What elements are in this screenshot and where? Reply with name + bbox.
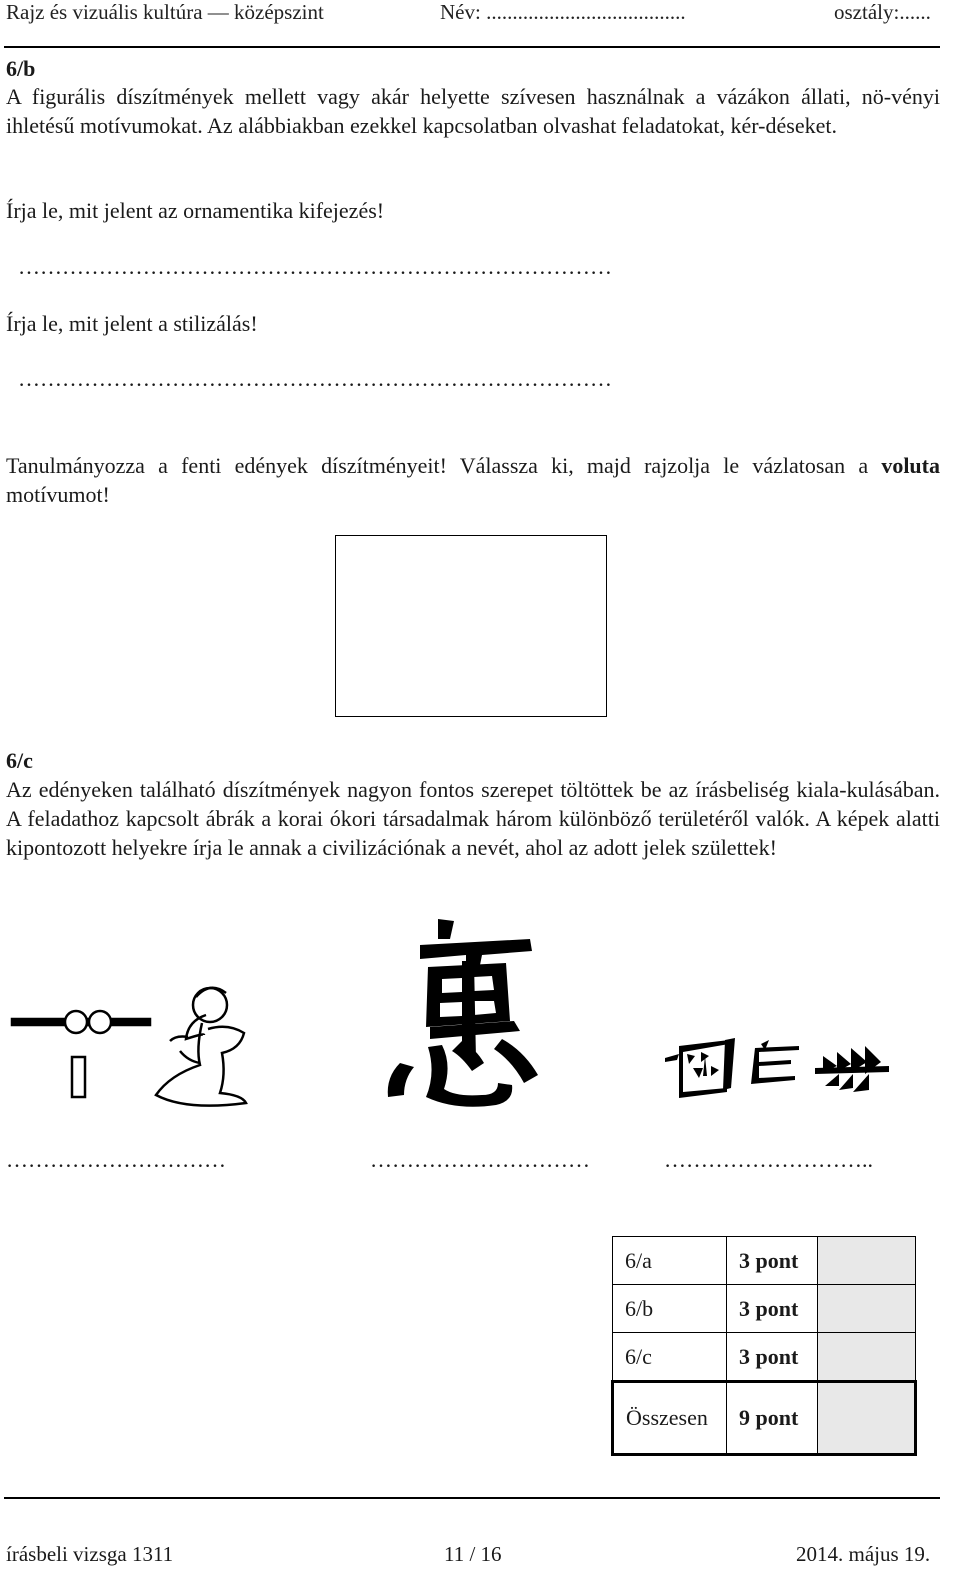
- header-class-field: osztály:......: [834, 0, 931, 24]
- section-b-label: 6/b: [6, 56, 36, 81]
- question-voluta-text: Tanulmányozza a fenti edények díszítményeit! Válassza ki, majd rajzolja le vázlatosan a: [6, 453, 882, 478]
- score-entry-cell: [818, 1237, 916, 1285]
- section-c-label: 6/c: [6, 748, 33, 773]
- score-entry-cell: [818, 1333, 916, 1382]
- answer-line-civilization-3: ………………………..: [664, 1147, 873, 1172]
- header-subject: Rajz és vizuális kultúra — középszint: [6, 0, 324, 24]
- drawing-box: [335, 535, 607, 717]
- score-label: 6/c: [613, 1333, 727, 1382]
- section-c-text: Az edényeken található díszítmények nagyon fontos szerepet töltöttek be az írásbeliség kiala-kulásában. A feladathoz kapcsolt ábrák a korai ókori társadalmak három különböző területéről valók. A képek alatti kipontozott helyekre írja le annak a civilizációnak a nevét, ahol az adott jelek születtek!: [6, 777, 940, 860]
- score-total-points: 9 pont: [727, 1382, 818, 1455]
- footer-date: 2014. május 19.: [796, 1542, 931, 1566]
- score-total-entry-cell: [818, 1382, 916, 1455]
- chinese-character-image: [380, 915, 545, 1115]
- footer-exam: írásbeli vizsga 1311: [6, 1542, 174, 1566]
- question-ornamentika: Írja le, mit jelent az ornamentika kifejezés!: [6, 198, 385, 223]
- egyptian-hieroglyph-image: [10, 975, 250, 1115]
- cuneiform-signs-image: [665, 1038, 895, 1098]
- score-row: [613, 1237, 916, 1285]
- answer-line-civilization-1: …………………………: [6, 1147, 226, 1172]
- answer-line-civilization-2: …………………………: [370, 1147, 590, 1172]
- footer-rule: [4, 1497, 940, 1499]
- score-row: [613, 1285, 916, 1333]
- header-rule: [4, 46, 940, 48]
- question-voluta-end: motívumot!: [6, 482, 110, 507]
- score-total-row: [613, 1382, 916, 1455]
- score-points: 3 pont: [727, 1333, 818, 1382]
- section-b-intro: A figurális díszítmények mellett vagy akár helyette szívesen használnak a vázákon állati, nö-vényi ihletésű motívumokat. Az alábbiakban ezekkel kapcsolatban olvashat feladatokat, kér-déseket.: [6, 84, 940, 138]
- answer-line-stilizalas: ………………………………………………………………………: [18, 366, 612, 391]
- score-label: 6/a: [613, 1237, 727, 1285]
- score-entry-cell: [818, 1285, 916, 1333]
- score-row: [613, 1333, 916, 1382]
- answer-line-ornamentika: ………………………………………………………………………: [18, 254, 612, 279]
- header-name-field: Név: ......................................: [440, 0, 686, 24]
- question-voluta: [6, 451, 940, 509]
- question-stilizalas: Írja le, mit jelent a stilizálás!: [6, 311, 258, 336]
- score-table: [611, 1236, 917, 1456]
- score-total-label: Összesen: [613, 1382, 727, 1455]
- score-points: 3 pont: [727, 1237, 818, 1285]
- footer-page-number: 11 / 16: [444, 1542, 502, 1566]
- score-points: 3 pont: [727, 1285, 818, 1333]
- score-label: 6/b: [613, 1285, 727, 1333]
- voluta-term: voluta: [881, 453, 940, 478]
